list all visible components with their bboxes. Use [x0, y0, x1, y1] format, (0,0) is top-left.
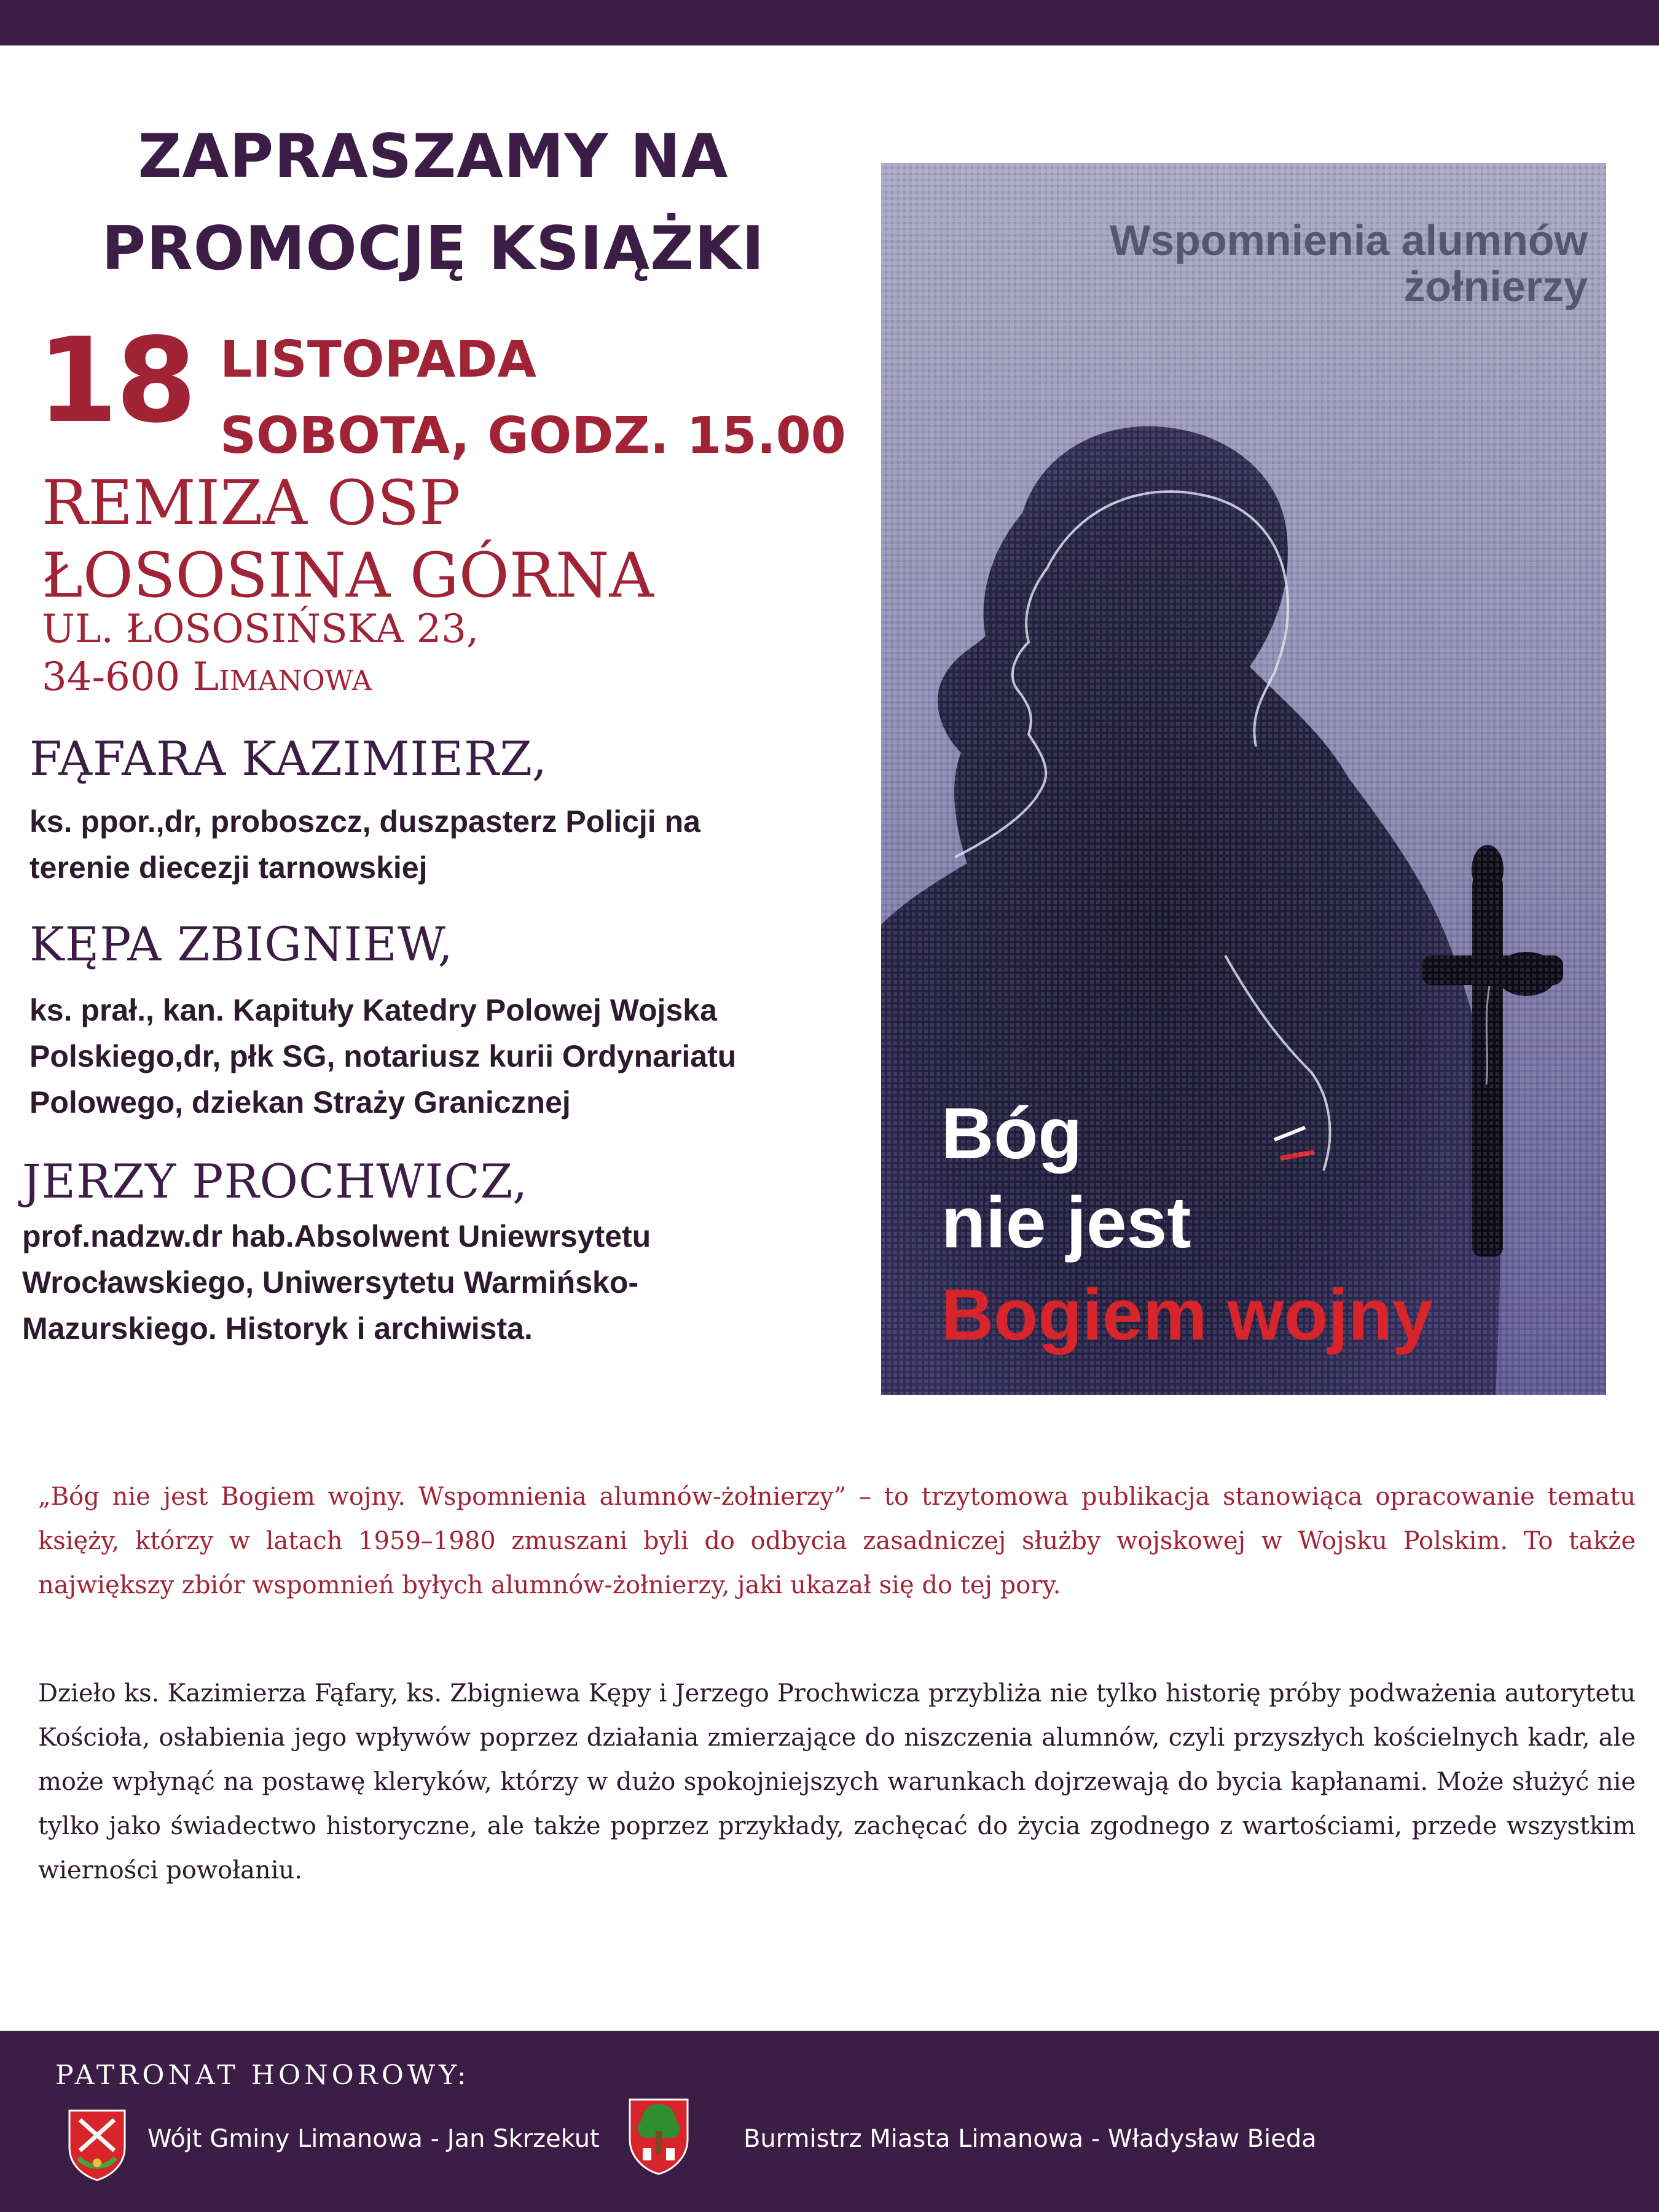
author-desc-line: ks. ppor.,dr, proboszcz, duszpasterz Policji na — [29, 804, 700, 839]
event-day: 18 — [37, 313, 195, 449]
cover-title-line-3: Bogiem wojny — [941, 1274, 1433, 1355]
event-date — [220, 322, 846, 474]
author-name-fafara: FĄFARA KAZIMIERZ, — [29, 731, 547, 786]
top-bar — [0, 0, 1659, 45]
author-desc-line: Polskiego,dr, płk SG, notariusz kurii Ordynariatu — [29, 1039, 737, 1073]
cover-subtitle-line-2: żołnierzy — [1403, 262, 1588, 310]
book-cover-art — [881, 163, 1606, 1395]
event-weekday-time: SOBOTA, GODZ. 15.00 — [220, 407, 846, 465]
cover-title-line-1: Bóg — [941, 1093, 1083, 1174]
author-desc-prochwicz — [22, 1214, 651, 1352]
author-name-prochwicz: JERZY PROCHWICZ, — [22, 1154, 528, 1209]
cover-subtitle-line-1: Wspomnienia alumnów — [1110, 216, 1588, 264]
venue-line-1: REMIZA OSP — [42, 467, 461, 539]
author-desc-line: prof.nadzw.dr hab.Absolwent Uniewrsytetu — [22, 1219, 651, 1253]
headline-line-1: ZAPRASZAMY NA — [138, 122, 729, 192]
footer-bar — [0, 2031, 1659, 2212]
gmina-limanowa-crest-icon — [66, 2108, 128, 2181]
cover-title-line-2: nie jest — [941, 1182, 1191, 1263]
headline — [0, 111, 866, 295]
address-street: UL. ŁOSOSIŃSKA 23, — [42, 606, 479, 652]
patron-2: Burmistrz Miasta Limanowa - Władysław Bieda — [743, 2125, 1317, 2153]
author-name-kepa: KĘPA ZBIGNIEW, — [29, 917, 453, 971]
author-desc-line: Mazurskiego. Historyk i archiwista. — [22, 1311, 533, 1346]
event-address — [42, 605, 479, 701]
event-month: LISTOPADA — [220, 331, 537, 389]
author-desc-line: terenie diecezji tarnowskiej — [29, 850, 428, 885]
author-desc-kepa — [29, 987, 736, 1126]
headline-line-2: PROMOCJĘ KSIĄŻKI — [101, 214, 765, 284]
address-city — [42, 653, 479, 701]
description-paragraph-1: „Bóg nie jest Bogiem wojny. Wspomnienia alumnów-żołnierzy” – to trzytomowa publikacja stanowiąca opracowanie tematu księży, którzy w latach 1959–1980 zmuszani byli do odbycia zasadniczej służby wojskowej w Wojsku Polskim. To także największy zbiór wspomnień byłych alumnów-żołnierzy, jaki ukazał się do tej pory. — [38, 1483, 1636, 1599]
author-desc-line: Polowego, dziekan Straży Granicznej — [29, 1085, 571, 1120]
patron-1: Wójt Gminy Limanowa - Jan Skrzekut — [147, 2125, 600, 2153]
author-desc-line: Wrocławskiego, Uniwersytetu Warmińsko- — [22, 1265, 639, 1300]
patronat-label: PATRONAT HONOROWY: — [55, 2060, 470, 2091]
miasto-limanowa-crest-icon — [627, 2096, 691, 2175]
author-desc-line: ks. prał., kan. Kapituły Katedry Polowej Wojska — [29, 993, 717, 1027]
author-desc-fafara — [29, 799, 700, 891]
description-paragraph-2: Dzieło ks. Kazimierza Fąfary, ks. Zbigniewa Kępy i Jerzego Prochwicza przybliża nie tylko historię próby podważenia autorytetu Kościoła, osłabienia jego wpływów poprzez działania zmierzające do niszczenia alumnów, czyli przyszłych kościelnych kadr, ale może wpłynąć na postawę kleryków, którzy w dużo spokojniejszych warunkach dojrzewają do bycia kapłanami. Może służyć nie tylko jako świadectwo historyczne, ale także poprzez przykłady, zachęcać do życia zgodnego z wartościami, przede wszystkim wierności powołaniu. — [38, 1679, 1636, 1885]
venue-line-2: ŁOSOSINA GÓRNA — [42, 539, 654, 611]
event-venue — [42, 467, 654, 612]
book-cover — [881, 163, 1606, 1395]
address-city-text: 34-600 Limanowa — [42, 654, 372, 700]
